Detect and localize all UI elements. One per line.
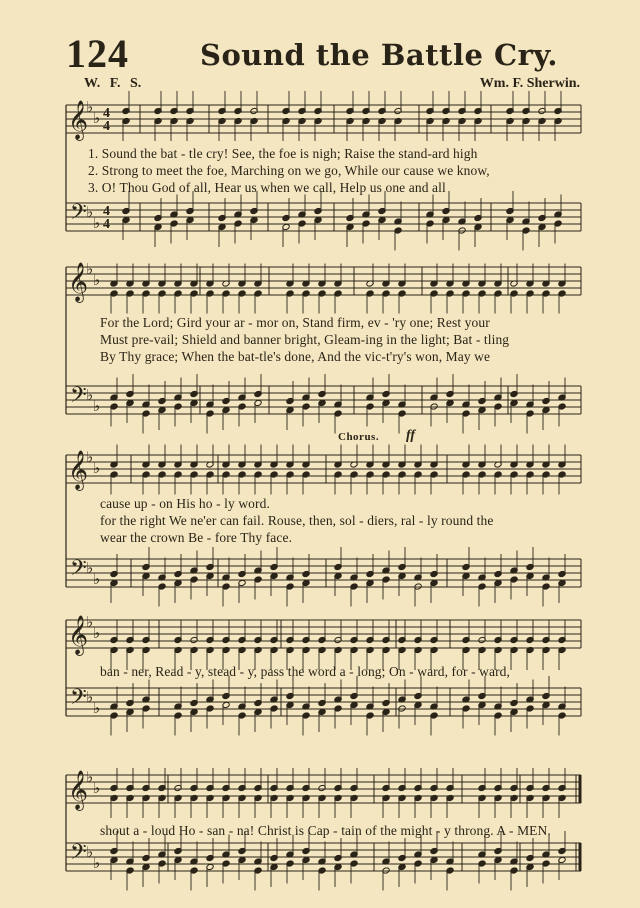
lyric-s1-v1: 1. Sound the bat - tle cry! See, the foe is nigh; Raise the stand-ard high — [88, 146, 478, 161]
flat-icon: ♭ — [93, 779, 101, 797]
flat-icon: ♭ — [86, 688, 94, 706]
bass-clef-icon: 𝄢 — [70, 840, 87, 870]
lyric-s2-v2: Must pre-vail; Shield and banner bright, Gleam-ing in the light; Bat - tling — [100, 332, 510, 347]
lyric-s3-v1: cause up - on His ho - ly word. — [100, 496, 270, 511]
hymn-title: Sound the Battle Cry. — [200, 38, 558, 72]
flat-icon: ♭ — [93, 271, 101, 289]
time-signature: 4 — [103, 204, 110, 219]
treble-clef-icon: 𝄞 — [68, 450, 89, 490]
flat-icon: ♭ — [86, 559, 94, 577]
lyric-s2-v3: By Thy grace; When the bat-tle's done, And the vic-t'ry's won, May we — [100, 349, 491, 364]
flat-icon: ♭ — [86, 203, 94, 221]
flat-icon: ♭ — [93, 109, 101, 127]
treble-clef-icon: 𝄞 — [68, 770, 89, 810]
flat-icon: ♭ — [93, 397, 101, 415]
treble-clef-icon: 𝄞 — [68, 615, 89, 655]
words-author: W. F. S. — [84, 76, 142, 91]
bass-clef-icon: 𝄢 — [70, 200, 87, 230]
dynamic-marking: ff — [406, 428, 416, 443]
flat-icon: ♭ — [93, 854, 101, 872]
chorus-label: Chorus. — [338, 431, 380, 443]
flat-icon: ♭ — [93, 570, 101, 588]
hymn-number: 124 — [66, 31, 129, 76]
flat-icon: ♭ — [93, 214, 101, 232]
lyric-s2-v1: For the Lord; Gird your ar - mor on, Stand firm, ev - 'ry one; Rest your — [100, 315, 490, 330]
flat-icon: ♭ — [93, 624, 101, 642]
flat-icon: ♭ — [93, 699, 101, 717]
treble-clef-icon: 𝄞 — [68, 262, 89, 302]
flat-icon: ♭ — [86, 448, 94, 466]
flat-icon: ♭ — [86, 260, 94, 278]
lyric-s3-v2: for the right We ne'er can fail. Rouse, then, sol - diers, ral - ly round the — [100, 513, 494, 528]
time-signature: 4 — [103, 217, 110, 232]
flat-icon: ♭ — [86, 98, 94, 116]
bass-clef-icon: 𝄢 — [70, 556, 87, 586]
flat-icon: ♭ — [93, 459, 101, 477]
lyric-s4-v1: ban - ner, Read - y, stead - y, pass the word a - long; On - ward, for - ward, — [100, 664, 511, 679]
bass-clef-icon: 𝄢 — [70, 383, 87, 413]
time-signature: 4 — [103, 106, 110, 121]
lyric-s1-v3: 3. O! Thou God of all, Hear us when we call, Help us one and all — [88, 180, 446, 195]
bass-clef-icon: 𝄢 — [70, 685, 87, 715]
time-signature: 4 — [103, 119, 110, 134]
lyric-s5-v1: shout a - loud Ho - san - na! Christ is Cap - tain of the might - y throng. A - MEN. — [100, 823, 551, 838]
music-composer: Wm. F. Sherwin. — [479, 76, 580, 91]
lyric-s1-v2: 2. Strong to meet the foe, Marching on we go, While our cause we know, — [88, 163, 490, 178]
flat-icon: ♭ — [86, 843, 94, 861]
flat-icon: ♭ — [86, 768, 94, 786]
lyric-s3-v3: wear the crown Be - fore Thy face. — [100, 530, 293, 545]
flat-icon: ♭ — [86, 613, 94, 631]
treble-clef-icon: 𝄞 — [68, 100, 89, 140]
flat-icon: ♭ — [86, 386, 94, 404]
